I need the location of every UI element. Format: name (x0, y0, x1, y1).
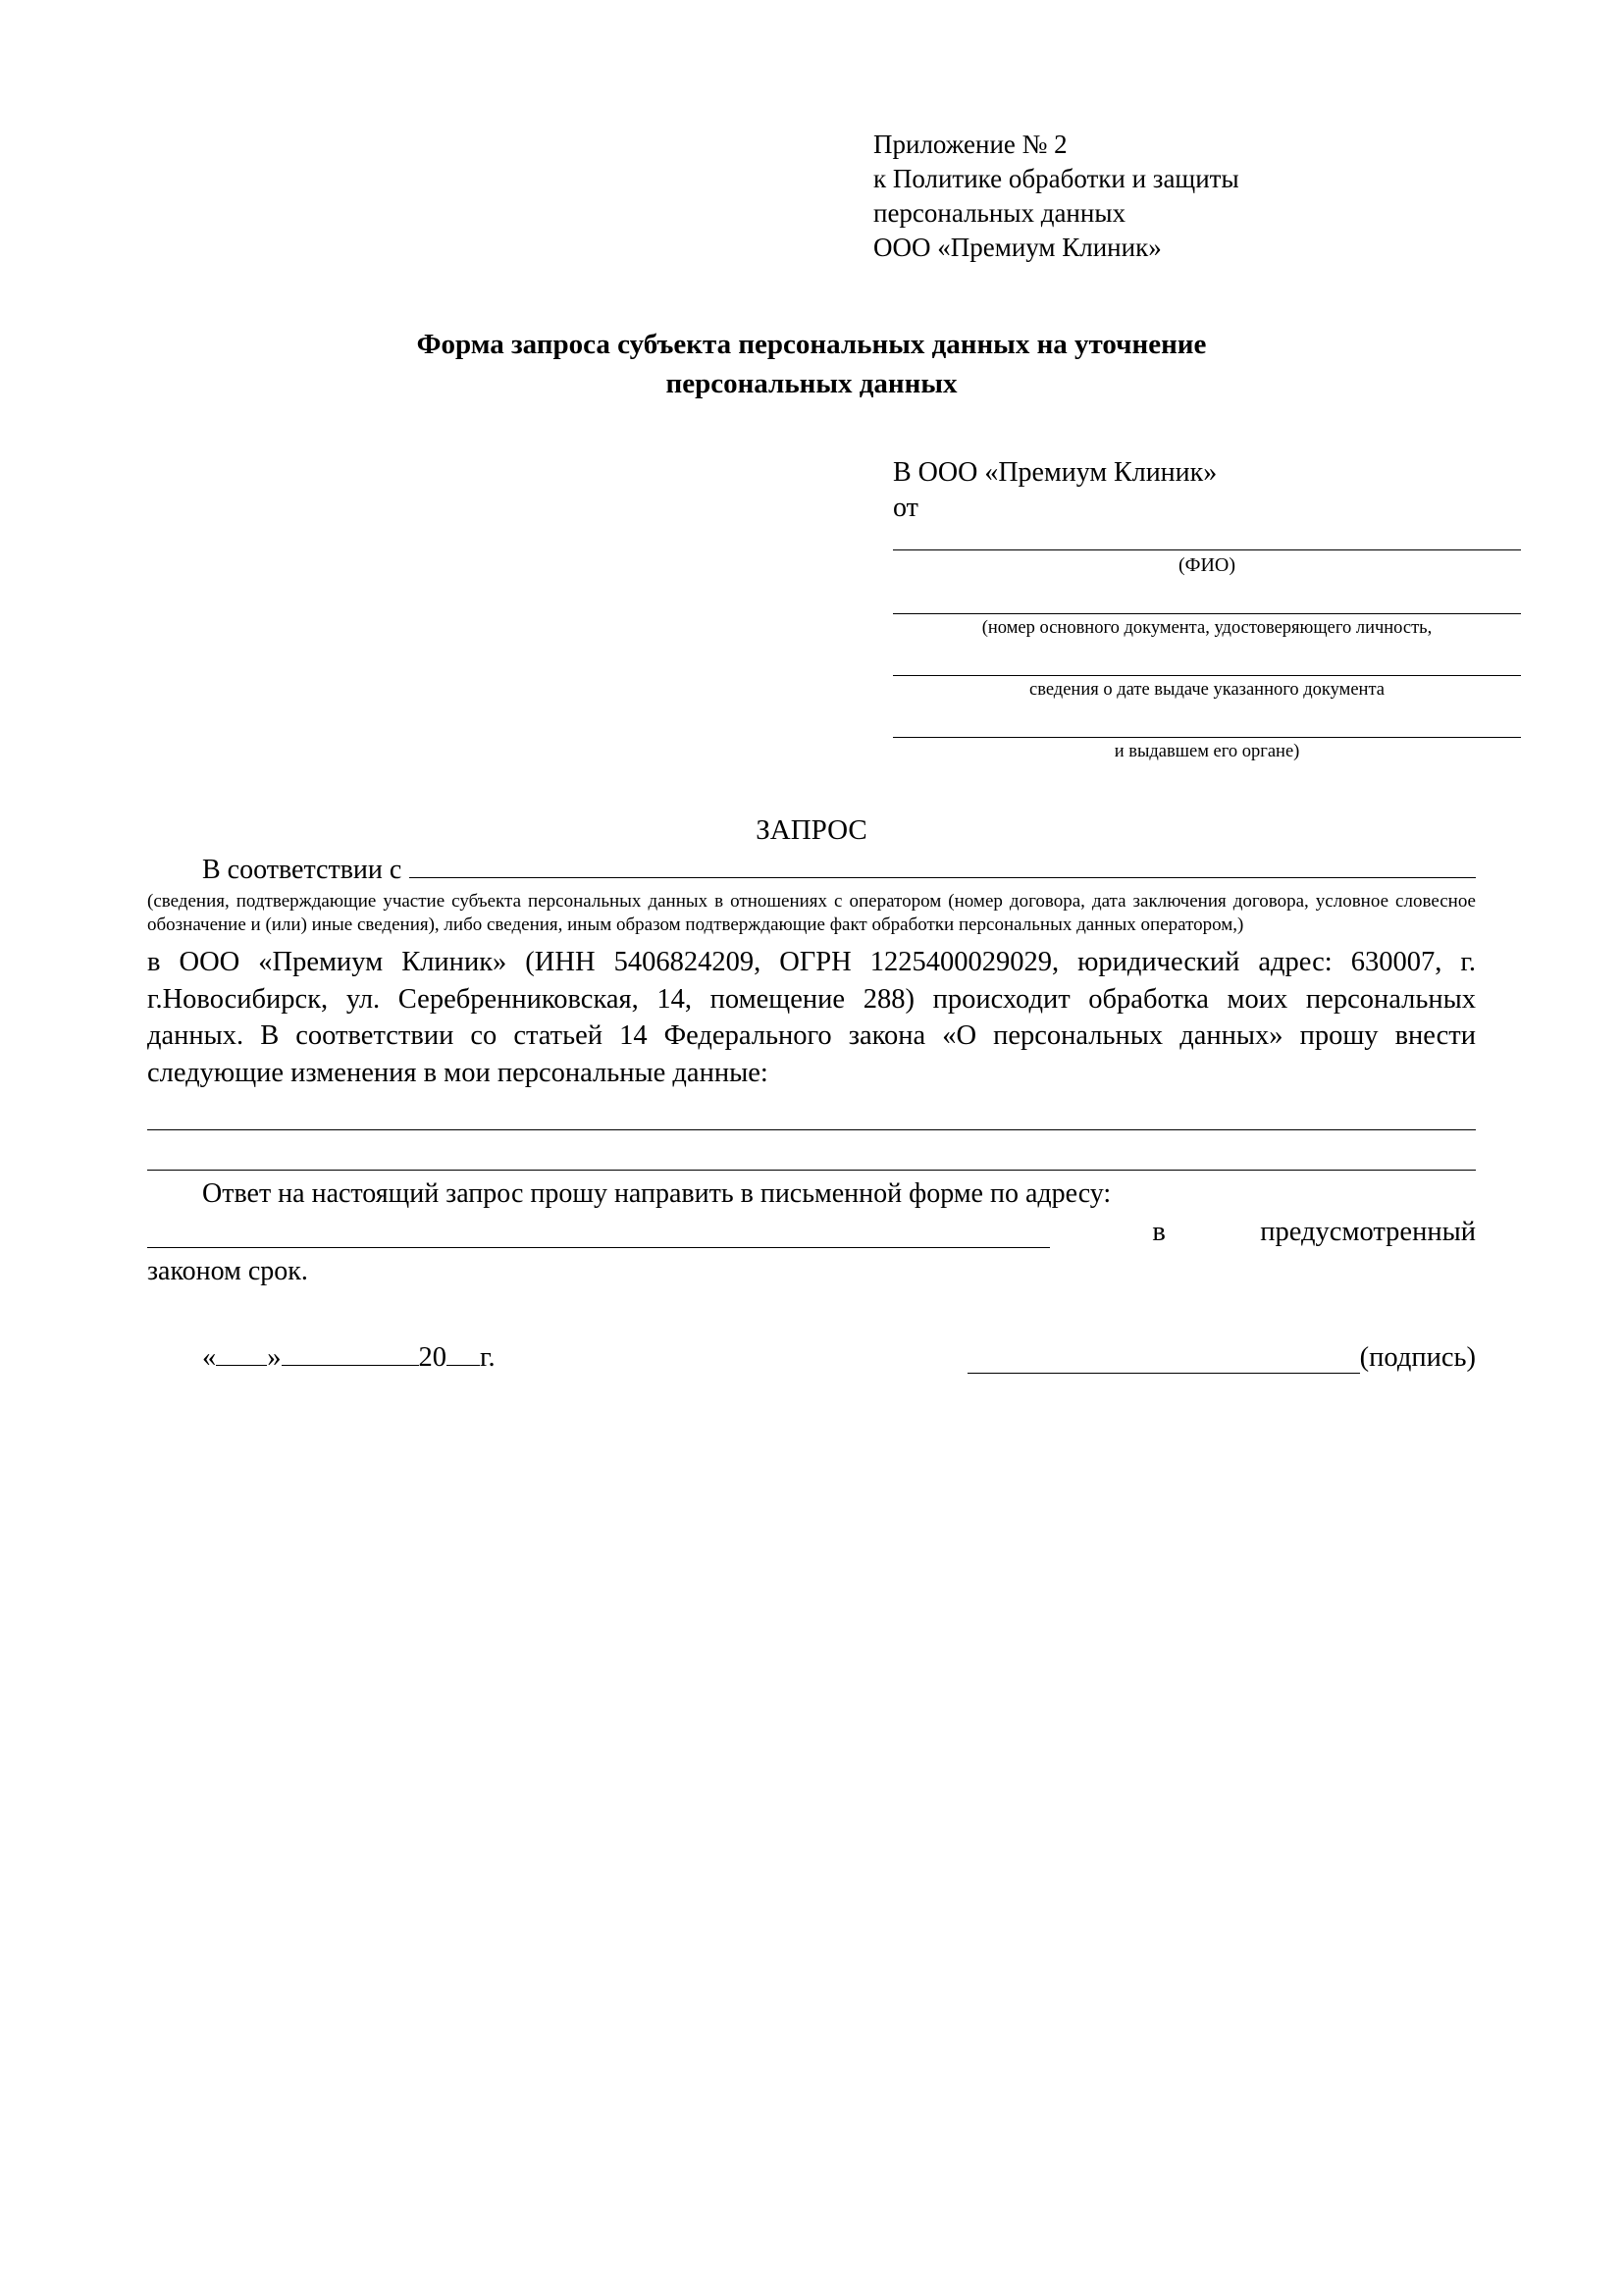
answer-address-input-line[interactable] (147, 1224, 1050, 1248)
in-accordance-label: В соответствии с (202, 855, 402, 886)
date-year-blank[interactable] (446, 1365, 480, 1366)
signature-label: (подпись) (1359, 1342, 1476, 1373)
request-note: (сведения, подтверждающие участие субъекта персональных данных в отношениях с оператором (номер договора, дата заключения договора, условное словесное обозначение и (или) иные сведения), либо сведения, иным образом подтверждающие факт обработки персональных данных оператором,) (147, 891, 1476, 936)
appendix-policy-line2: персональных данных (873, 198, 1126, 229)
changes-input-line-2[interactable] (147, 1130, 1476, 1171)
fio-input-line[interactable] (893, 526, 1521, 550)
date-quote-close: » (267, 1342, 282, 1373)
answer-instruction: Ответ на настоящий запрос прошу направить в письменной форме по адресу: (202, 1178, 1112, 1210)
date-suffix: г. (480, 1342, 496, 1373)
date-day-blank[interactable] (216, 1365, 267, 1366)
doc-date-caption: сведения о дате выдаче указанного документа (1029, 679, 1385, 700)
appendix-policy-line1: к Политике обработки и защиты (873, 164, 1239, 194)
appendix-number: Приложение № 2 (873, 130, 1068, 159)
in-accordance-row (147, 855, 1476, 886)
request-body: в ООО «Премиум Клиник» (ИНН 5406824209, ОГРН 1225400029029, юридический адрес: 630007, г. г.Новосибирск, ул. Серебренниковская, 14, помещение 288) происходит обработка моих персональных данных. В соответствии со статьей 14 Федерального закона «О персональных данных» прошу внести следующие изменения в мои персональные данные: (147, 946, 1476, 1089)
request-heading: ЗАПРОС (756, 814, 867, 847)
signature-input-line[interactable] (968, 1351, 1360, 1374)
page-title-line1: Форма запроса субъекта персональных данных на уточнение (416, 329, 1207, 361)
date-field[interactable] (202, 1342, 496, 1374)
changes-input-line-1[interactable] (147, 1092, 1476, 1130)
doc-issuer-caption: и выдавшем его органе) (1114, 741, 1300, 761)
doc-number-input-line[interactable] (893, 590, 1521, 614)
date-month-blank[interactable] (282, 1365, 419, 1366)
signature-row (147, 1342, 1476, 1374)
addressee-block (893, 457, 1521, 763)
answer-address-row (147, 1217, 1476, 1248)
addressee-to: В ООО «Премиум Клиник» (893, 456, 1218, 488)
appendix-header (873, 128, 1476, 265)
date-year: 20 (418, 1342, 446, 1373)
doc-number-caption: (номер основного документа, удостоверяющего личность, (981, 617, 1433, 638)
appendix-company: ООО «Премиум Клиник» (873, 233, 1162, 263)
fio-caption: (ФИО) (1178, 553, 1235, 576)
doc-issuer-input-line[interactable] (893, 713, 1521, 738)
date-quote-open: « (202, 1342, 217, 1373)
answer-preposition: в (1152, 1216, 1166, 1247)
answer-tail: предусмотренный (1260, 1216, 1476, 1247)
page-title (147, 326, 1476, 402)
doc-date-input-line[interactable] (893, 652, 1521, 676)
page-title-line2: персональных данных (665, 367, 958, 399)
addressee-from-label: от (893, 492, 918, 523)
answer-tail2: законом срок. (147, 1255, 308, 1286)
in-accordance-input-line[interactable] (409, 856, 1476, 878)
